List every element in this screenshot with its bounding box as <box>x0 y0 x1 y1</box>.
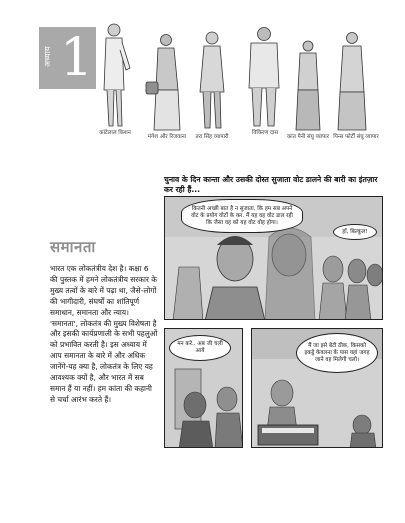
figure-caption-5: कांत पैनी संघु व्यापार <box>287 134 329 140</box>
speech-bubble-harmonium: मैं जा इसे बेटी ठीक, किसको इकट्ठे केवलना के पास यहां जगह जाने वह मिलेगी चलो। <box>296 333 378 373</box>
chapter-marker <box>39 27 96 89</box>
comic-caption: चुनाव के दिन कान्ता और उसकी दोस्त सुजाता वोट डालने की बारी का इंतज़ार कर रही हैं... <box>164 175 378 194</box>
people-lineup-illustration <box>96 18 386 146</box>
section-title: समानता <box>50 238 96 256</box>
speech-bubble-kanta: कितनी अच्छी बात है न सुजाता, कि हम सब अपने वोट के प्रयोग वोटों के कर. मैं यह वह वोट डाल रही कि जैसा वह को यह वोट वोह होगा। <box>181 199 303 233</box>
chapter-number: 1 <box>60 28 94 88</box>
speech-bubble-sujata: हाँ, बिल्कुल! <box>333 224 377 240</box>
intro-paragraph: भारत एक लोकतंत्रीय देश है। कक्षा 6 की पुस्तक में हमने लोकतंत्रीय सरकार के मुख्य तत्वों के बारे में पढ़ा था, जैसे-लोगों की भागीदारी, संघर्षों का शांतिपूर्ण समाधान, समानता और न्याय। 'समानता', लोकतंत्र की मुख्य विशेषता है और इसकी कार्यप्रणाली के सभी पहलुओं को प्रभावित करती है। इस अध्याय में आप समानता के बारे में और अधिक जानेंगे-यह क्या है, लोकतंत्र के लिए यह आवश्यक क्यों है, और भारत में सब समान हैं या नहीं। हम कांता की कहानी से चर्चा आरंभ करते हैं। <box>50 264 158 404</box>
speech-bubble-home: मन करे.. अब जी चली आये <box>169 335 231 361</box>
figure-caption-2: मंगेश और रिजवाना <box>147 134 187 140</box>
figure-caption-3: तरा सिंह व्यापारी <box>195 134 229 140</box>
figure-caption-6: पिन्स फोर्टी संघु व्यापार <box>333 134 379 140</box>
comic-panel-harmonium <box>251 328 383 448</box>
figure-caption-4: विकिरण दास <box>251 130 279 136</box>
comic-panel-voters <box>164 196 383 320</box>
people-lineup-drawing <box>96 18 386 146</box>
chapter-label: अध्याय <box>43 46 52 68</box>
figure-caption-1: कांटेलाल किशन <box>99 130 131 136</box>
comic-panel-home <box>164 328 243 448</box>
